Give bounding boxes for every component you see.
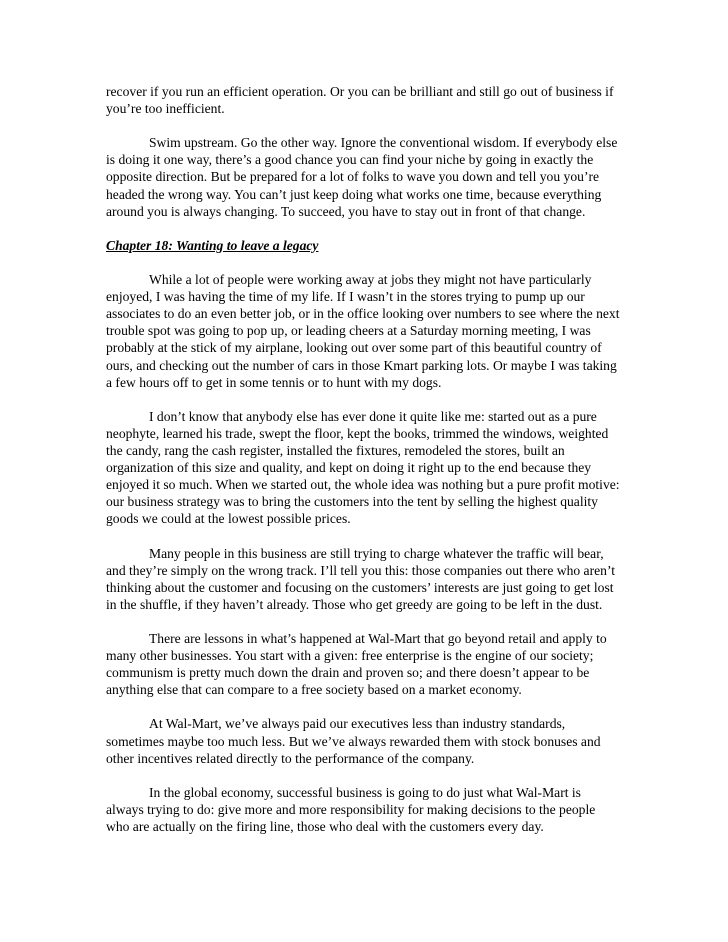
paragraph-traffic-will-bear: Many people in this business are still trying to charge whatever the traffic will bear, and they’re simply on the wrong track. I’ll tell you this: those companies out there who aren’t thinking about the customer and focusing on the customers’ interests are just going to get lost in the shuffle, if they haven’t already. Those who get greedy are going to be left in the dust. bbox=[106, 545, 616, 612]
paragraph-neophyte: I don’t know that anybody else has ever done it quite like me: started out as a pure neophyte, learned his trade, swept the floor, kept the books, trimmed the windows, weighted the candy, rang the cash register, installed the fixtures, remodeled the stores, built an organization of this size and quality, and kept on doing it right up to the end because they enjoyed it so much. When we started out, the whole idea was nothing but a pure profit motive: our business strategy was to bring the customers into the tent by selling the highest quality goods we could at the lowest possible prices. bbox=[106, 408, 620, 527]
document-page bbox=[106, 83, 622, 852]
paragraph-swim-upstream: Swim upstream. Go the other way. Ignore the conventional wisdom. If everybody else is doing it one way, there’s a good chance you can find your niche by going in exactly the opposite direction. But be prepared for a lot of folks to wave you down and tell you you’re headed the wrong way. You can’t just keep doing what works one time, because everything around you is always changing. To succeed, you have to stay out in front of that change. bbox=[106, 135, 618, 219]
chapter-heading: Chapter 18: Wanting to leave a legacy bbox=[106, 237, 319, 253]
paragraph-lessons: There are lessons in what’s happened at Wal-Mart that go beyond retail and apply to many other businesses. You start with a given: free enterprise is the engine of our society; communism is pretty much down the drain and proven so; and there doesn’t appear to be anything else that can compare to a free society based on a market economy. bbox=[106, 631, 607, 698]
paragraph-time-of-my-life: While a lot of people were working away at jobs they might not have particularly enjoyed, I was having the time of my life. If I wasn’t in the stores trying to pump up our associates to do an even better job, or in the office looking over numbers to see where the next trouble spot was going to pop up, or leading cheers at a Saturday morning meeting, I was probably at the stick of my airplane, looking out over some part of this beautiful country of ours, and checking out the number of cars in those Kmart parking lots. Or maybe I was taking a few hours off to get in some tennis or to hunt with my dogs. bbox=[106, 272, 620, 390]
paragraph-global-economy: In the global economy, successful business is going to do just what Wal-Mart is always trying to do: give more and more responsibility for making decisions to the people who are actually on the firing line, those who deal with the customers every day. bbox=[106, 784, 596, 835]
paragraph-executives: At Wal-Mart, we’ve always paid our executives less than industry standards, sometimes maybe too much less. But we’ve always rewarded them with stock bonuses and other incentives related directly to the performance of the company. bbox=[106, 716, 601, 766]
paragraph-continuation: recover if you run an efficient operation. Or you can be brilliant and still go out of business if you’re too inefficient. bbox=[106, 84, 614, 117]
